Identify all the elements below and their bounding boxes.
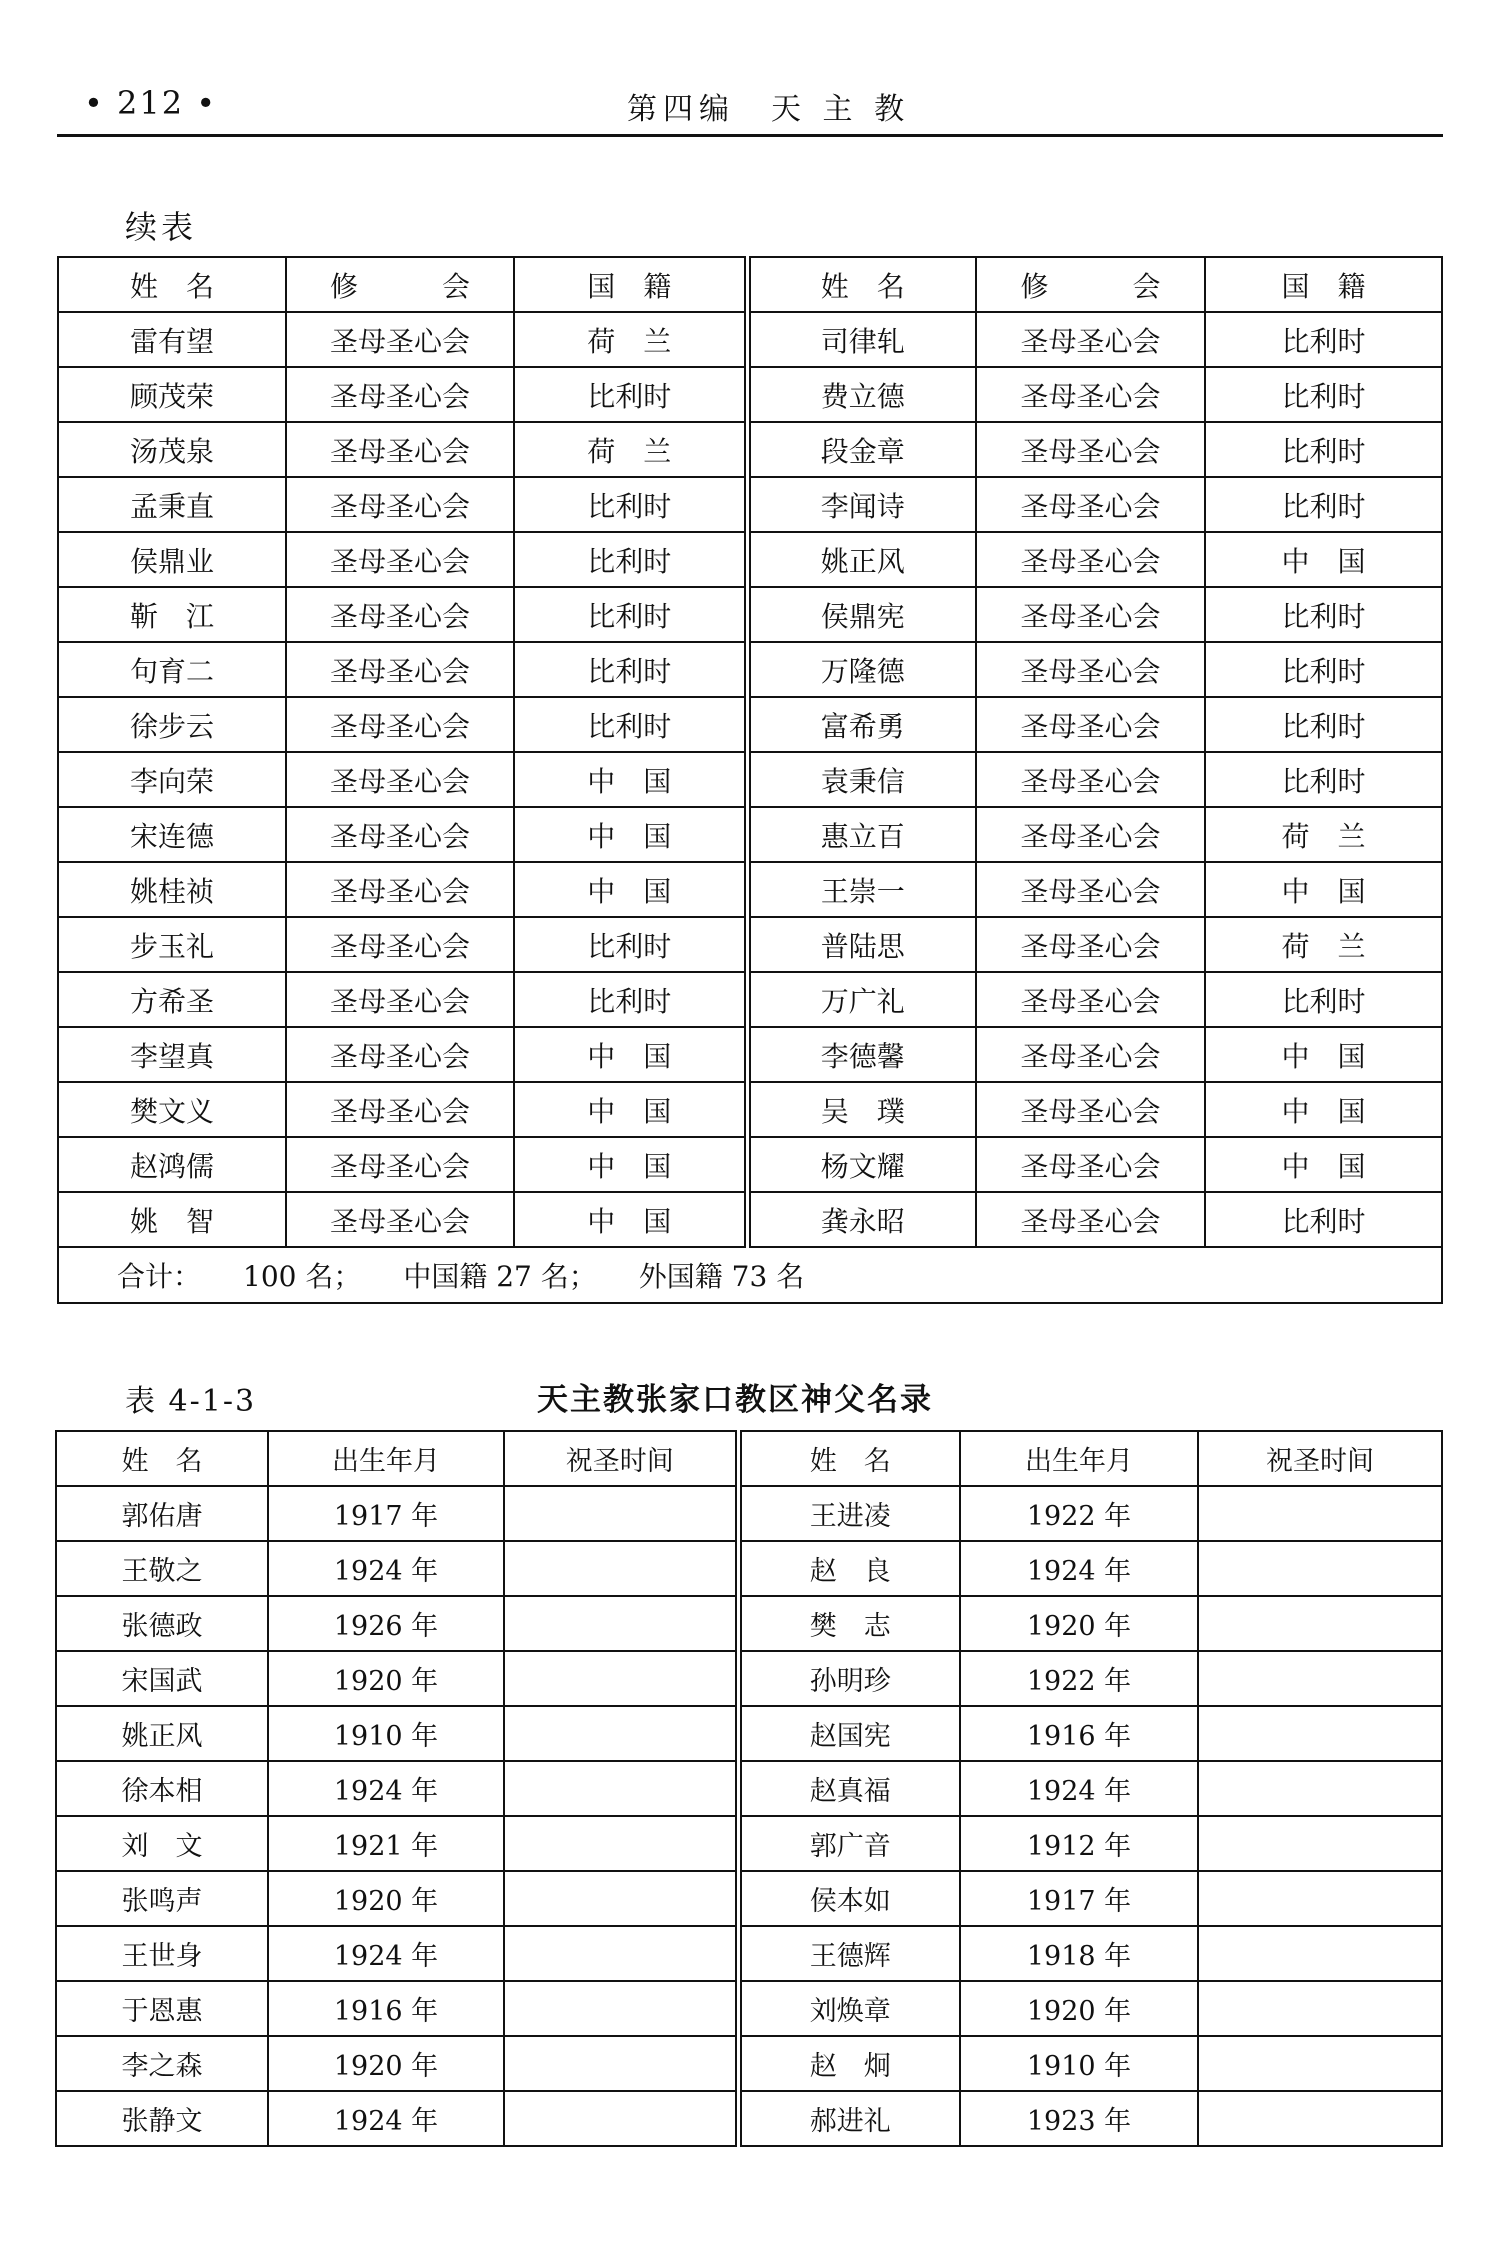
table-cell bbox=[504, 1981, 738, 2036]
table-cell: 圣母圣心会 bbox=[976, 587, 1205, 642]
table-cell: 侯鼎宪 bbox=[747, 587, 976, 642]
table-cell: 圣母圣心会 bbox=[976, 367, 1205, 422]
table-cell: 圣母圣心会 bbox=[286, 807, 514, 862]
table-cell: 方希圣 bbox=[58, 972, 286, 1027]
table-cell bbox=[504, 1926, 738, 1981]
table-cell: 比利时 bbox=[514, 587, 747, 642]
table-cell: 1923 年 bbox=[960, 2091, 1198, 2146]
table-cell: 樊文义 bbox=[58, 1082, 286, 1137]
table-cell: 侯鼎业 bbox=[58, 532, 286, 587]
table-cell: 李闻诗 bbox=[747, 477, 976, 532]
table-cell: 1920 年 bbox=[960, 1596, 1198, 1651]
table-cell: 荷 兰 bbox=[1205, 917, 1442, 972]
table-cell bbox=[504, 1541, 738, 1596]
table-cell: 孟秉直 bbox=[58, 477, 286, 532]
table-row bbox=[58, 1027, 1442, 1082]
table-row bbox=[56, 1981, 1442, 2036]
table-cell: 中 国 bbox=[1205, 1027, 1442, 1082]
table-cell: 刘焕章 bbox=[738, 1981, 960, 2036]
table-cell: 徐步云 bbox=[58, 697, 286, 752]
table-cell: 比利时 bbox=[1205, 367, 1442, 422]
column-header: 姓 名 bbox=[58, 257, 286, 312]
column-header: 姓 名 bbox=[747, 257, 976, 312]
table-row bbox=[56, 1816, 1442, 1871]
table-row bbox=[56, 1871, 1442, 1926]
table-header-row bbox=[56, 1431, 1442, 1486]
table-cell: 荷 兰 bbox=[514, 312, 747, 367]
table-row bbox=[58, 1082, 1442, 1137]
table-cell: 袁秉信 bbox=[747, 752, 976, 807]
table-cell bbox=[504, 1596, 738, 1651]
table-cell: 1922 年 bbox=[960, 1486, 1198, 1541]
table-cell: 万广礼 bbox=[747, 972, 976, 1027]
table-cell: 圣母圣心会 bbox=[286, 587, 514, 642]
table-cell: 郭佑唐 bbox=[56, 1486, 268, 1541]
table-cell: 中 国 bbox=[514, 1027, 747, 1082]
column-header: 姓 名 bbox=[56, 1431, 268, 1486]
table-cell: 圣母圣心会 bbox=[286, 477, 514, 532]
column-header: 祝圣时间 bbox=[1198, 1431, 1442, 1486]
table-cell: 1920 年 bbox=[268, 2036, 504, 2091]
table-cell: 中 国 bbox=[1205, 862, 1442, 917]
table-cell: 比利时 bbox=[1205, 752, 1442, 807]
table-cell: 圣母圣心会 bbox=[286, 697, 514, 752]
table-cell: 赵 炯 bbox=[738, 2036, 960, 2091]
table-cell bbox=[1198, 1706, 1442, 1761]
total-summary: 合计： 100 名； 中国籍 27 名； 外国籍 73 名 bbox=[58, 1247, 1442, 1303]
table-cell: 1918 年 bbox=[960, 1926, 1198, 1981]
table-row bbox=[56, 1926, 1442, 1981]
page-number: • 212 • bbox=[84, 84, 218, 122]
column-header: 修 会 bbox=[976, 257, 1205, 312]
table-cell: 宋国武 bbox=[56, 1651, 268, 1706]
table-cell: 1922 年 bbox=[960, 1651, 1198, 1706]
table-cell: 宋连德 bbox=[58, 807, 286, 862]
table-row bbox=[58, 477, 1442, 532]
table-cell: 圣母圣心会 bbox=[286, 752, 514, 807]
table-cell: 中 国 bbox=[514, 1082, 747, 1137]
table-row bbox=[58, 862, 1442, 917]
table-title: 天主教张家口教区神父名录 bbox=[537, 1382, 933, 1418]
header-rule bbox=[57, 134, 1443, 137]
table-cell: 郝进礼 bbox=[738, 2091, 960, 2146]
table-row bbox=[58, 642, 1442, 697]
column-header: 国 籍 bbox=[514, 257, 747, 312]
table-cell: 比利时 bbox=[1205, 642, 1442, 697]
table-cell: 樊 志 bbox=[738, 1596, 960, 1651]
table-cell: 比利时 bbox=[1205, 312, 1442, 367]
table-cell: 1924 年 bbox=[268, 2091, 504, 2146]
table-cell: 圣母圣心会 bbox=[976, 477, 1205, 532]
running-title: 第四编 天 主 教 bbox=[627, 92, 911, 127]
table-cell: 王世身 bbox=[56, 1926, 268, 1981]
table-cell: 荷 兰 bbox=[1205, 807, 1442, 862]
table-cell: 比利时 bbox=[1205, 1192, 1442, 1247]
column-header: 修 会 bbox=[286, 257, 514, 312]
table-cell: 1917 年 bbox=[268, 1486, 504, 1541]
table-cell: 圣母圣心会 bbox=[976, 422, 1205, 477]
table-cell bbox=[504, 1871, 738, 1926]
table-cell: 徐本相 bbox=[56, 1761, 268, 1816]
table-cell: 姚正风 bbox=[747, 532, 976, 587]
column-header: 姓 名 bbox=[738, 1431, 960, 1486]
table-cell: 杨文耀 bbox=[747, 1137, 976, 1192]
table-cell bbox=[1198, 2091, 1442, 2146]
table-cell: 万隆德 bbox=[747, 642, 976, 697]
table-cell: 普陆思 bbox=[747, 917, 976, 972]
table-cell: 张德政 bbox=[56, 1596, 268, 1651]
table-cell: 圣母圣心会 bbox=[286, 367, 514, 422]
table-cell: 圣母圣心会 bbox=[976, 862, 1205, 917]
column-header: 国 籍 bbox=[1205, 257, 1442, 312]
table-cell: 吴 璞 bbox=[747, 1082, 976, 1137]
table-cell: 1920 年 bbox=[268, 1871, 504, 1926]
table-cell: 比利时 bbox=[514, 972, 747, 1027]
table-cell bbox=[1198, 1651, 1442, 1706]
table-cell: 中 国 bbox=[1205, 1137, 1442, 1192]
table-cell bbox=[1198, 1981, 1442, 2036]
table-cell: 圣母圣心会 bbox=[976, 1027, 1205, 1082]
table-cell: 比利时 bbox=[1205, 697, 1442, 752]
table-cell: 比利时 bbox=[514, 917, 747, 972]
table-cell: 汤茂泉 bbox=[58, 422, 286, 477]
table-row bbox=[56, 1541, 1442, 1596]
table-cell: 圣母圣心会 bbox=[286, 1192, 514, 1247]
table-cell bbox=[504, 2091, 738, 2146]
table-cell: 圣母圣心会 bbox=[286, 1082, 514, 1137]
table-cell: 比利时 bbox=[1205, 477, 1442, 532]
table-cell: 1910 年 bbox=[268, 1706, 504, 1761]
priest-roster-table bbox=[55, 1430, 1443, 2147]
table-cell: 中 国 bbox=[514, 807, 747, 862]
table-cell: 圣母圣心会 bbox=[976, 697, 1205, 752]
table-cell: 圣母圣心会 bbox=[976, 1192, 1205, 1247]
table-cell bbox=[1198, 2036, 1442, 2091]
table-cell: 李之森 bbox=[56, 2036, 268, 2091]
table-cell: 王敬之 bbox=[56, 1541, 268, 1596]
table-cell: 圣母圣心会 bbox=[976, 807, 1205, 862]
table-cell: 圣母圣心会 bbox=[286, 972, 514, 1027]
table-cell bbox=[1198, 1596, 1442, 1651]
table-cell: 1916 年 bbox=[960, 1706, 1198, 1761]
table-cell bbox=[1198, 1541, 1442, 1596]
table-cell: 中 国 bbox=[1205, 1082, 1442, 1137]
table-cell: 赵国宪 bbox=[738, 1706, 960, 1761]
table-cell: 圣母圣心会 bbox=[976, 1082, 1205, 1137]
table-cell: 张静文 bbox=[56, 2091, 268, 2146]
table-cell: 圣母圣心会 bbox=[976, 972, 1205, 1027]
table-row bbox=[58, 917, 1442, 972]
table-row bbox=[56, 1761, 1442, 1816]
table-cell bbox=[504, 2036, 738, 2091]
table-number: 表 4-1-3 bbox=[125, 1384, 257, 1419]
column-header: 出生年月 bbox=[960, 1431, 1198, 1486]
table-cell bbox=[504, 1706, 738, 1761]
column-header: 出生年月 bbox=[268, 1431, 504, 1486]
table-row bbox=[58, 1137, 1442, 1192]
table-cell bbox=[504, 1651, 738, 1706]
table-cell: 中 国 bbox=[514, 862, 747, 917]
table-cell: 比利时 bbox=[514, 697, 747, 752]
table-row bbox=[58, 1192, 1442, 1247]
table-cell: 1924 年 bbox=[268, 1541, 504, 1596]
table-cell: 孙明珍 bbox=[738, 1651, 960, 1706]
table-cell: 段金章 bbox=[747, 422, 976, 477]
table-cell: 比利时 bbox=[514, 477, 747, 532]
table-cell: 王进凌 bbox=[738, 1486, 960, 1541]
table-cell: 姚 智 bbox=[58, 1192, 286, 1247]
table-cell: 1917 年 bbox=[960, 1871, 1198, 1926]
table-cell: 比利时 bbox=[1205, 587, 1442, 642]
table-row bbox=[58, 972, 1442, 1027]
table-cell: 圣母圣心会 bbox=[976, 1137, 1205, 1192]
table-continued-label: 续表 bbox=[125, 208, 198, 246]
table-cell bbox=[1198, 1926, 1442, 1981]
table-cell: 荷 兰 bbox=[514, 422, 747, 477]
table-cell: 1924 年 bbox=[960, 1761, 1198, 1816]
table-cell: 姚桂祯 bbox=[58, 862, 286, 917]
table-cell: 比利时 bbox=[514, 367, 747, 422]
table-cell: 1924 年 bbox=[960, 1541, 1198, 1596]
table-cell: 句育二 bbox=[58, 642, 286, 697]
table-cell: 步玉礼 bbox=[58, 917, 286, 972]
table-cell: 比利时 bbox=[1205, 972, 1442, 1027]
table-cell: 张鸣声 bbox=[56, 1871, 268, 1926]
table-row bbox=[58, 697, 1442, 752]
table-cell: 圣母圣心会 bbox=[976, 532, 1205, 587]
table-cell: 于恩惠 bbox=[56, 1981, 268, 2036]
table-cell: 李望真 bbox=[58, 1027, 286, 1082]
table-row bbox=[56, 1651, 1442, 1706]
table-cell: 侯本如 bbox=[738, 1871, 960, 1926]
total-row bbox=[58, 1247, 1442, 1303]
table-cell bbox=[504, 1761, 738, 1816]
table-cell: 中 国 bbox=[514, 752, 747, 807]
table-cell: 圣母圣心会 bbox=[286, 642, 514, 697]
table-cell: 比利时 bbox=[514, 642, 747, 697]
table-cell: 1926 年 bbox=[268, 1596, 504, 1651]
table-cell bbox=[1198, 1486, 1442, 1541]
table-cell: 中 国 bbox=[514, 1137, 747, 1192]
table-cell: 圣母圣心会 bbox=[976, 312, 1205, 367]
table-row bbox=[58, 807, 1442, 862]
table-cell: 1910 年 bbox=[960, 2036, 1198, 2091]
table-cell: 赵真福 bbox=[738, 1761, 960, 1816]
table-cell: 1921 年 bbox=[268, 1816, 504, 1871]
table-row bbox=[56, 2091, 1442, 2146]
page-header bbox=[57, 80, 1443, 132]
table-cell: 圣母圣心会 bbox=[286, 917, 514, 972]
table-cell: 圣母圣心会 bbox=[286, 1137, 514, 1192]
table-row bbox=[58, 312, 1442, 367]
table-cell: 郭广音 bbox=[738, 1816, 960, 1871]
table-cell: 比利时 bbox=[1205, 422, 1442, 477]
table-cell: 王崇一 bbox=[747, 862, 976, 917]
table-cell: 赵鸿儒 bbox=[58, 1137, 286, 1192]
table-cell: 顾茂荣 bbox=[58, 367, 286, 422]
table-cell bbox=[504, 1816, 738, 1871]
table-row bbox=[56, 1706, 1442, 1761]
table-cell: 靳 江 bbox=[58, 587, 286, 642]
table-cell: 费立德 bbox=[747, 367, 976, 422]
table-cell: 李德馨 bbox=[747, 1027, 976, 1082]
table-row bbox=[58, 367, 1442, 422]
table-cell: 圣母圣心会 bbox=[976, 917, 1205, 972]
column-header: 祝圣时间 bbox=[504, 1431, 738, 1486]
table-cell: 1920 年 bbox=[960, 1981, 1198, 2036]
table-row bbox=[58, 532, 1442, 587]
table-cell bbox=[504, 1486, 738, 1541]
table-cell: 圣母圣心会 bbox=[976, 752, 1205, 807]
table-row bbox=[58, 587, 1442, 642]
table-cell: 司律轧 bbox=[747, 312, 976, 367]
table-row bbox=[58, 752, 1442, 807]
table-row bbox=[56, 1486, 1442, 1541]
table-cell: 比利时 bbox=[514, 532, 747, 587]
table-cell bbox=[1198, 1816, 1442, 1871]
table-row bbox=[56, 2036, 1442, 2091]
table-cell: 1912 年 bbox=[960, 1816, 1198, 1871]
table-cell: 圣母圣心会 bbox=[976, 642, 1205, 697]
table-cell: 龚永昭 bbox=[747, 1192, 976, 1247]
table-cell: 中 国 bbox=[1205, 532, 1442, 587]
table-cell: 1916 年 bbox=[268, 1981, 504, 2036]
table-cell: 惠立百 bbox=[747, 807, 976, 862]
table-row bbox=[56, 1596, 1442, 1651]
table-cell: 雷有望 bbox=[58, 312, 286, 367]
table-cell bbox=[1198, 1761, 1442, 1816]
table-cell: 圣母圣心会 bbox=[286, 1027, 514, 1082]
table-cell: 赵 良 bbox=[738, 1541, 960, 1596]
table-header-row bbox=[58, 257, 1442, 312]
table-cell: 1924 年 bbox=[268, 1761, 504, 1816]
table-cell: 圣母圣心会 bbox=[286, 862, 514, 917]
table-row bbox=[58, 422, 1442, 477]
table-cell: 姚正风 bbox=[56, 1706, 268, 1761]
table-cell: 1920 年 bbox=[268, 1651, 504, 1706]
table-cell: 1924 年 bbox=[268, 1926, 504, 1981]
table-cell: 王德辉 bbox=[738, 1926, 960, 1981]
table-cell: 李向荣 bbox=[58, 752, 286, 807]
table-cell: 圣母圣心会 bbox=[286, 532, 514, 587]
table-cell: 刘 文 bbox=[56, 1816, 268, 1871]
table-cell: 圣母圣心会 bbox=[286, 312, 514, 367]
religious-order-table bbox=[57, 256, 1443, 1304]
table-cell: 中 国 bbox=[514, 1192, 747, 1247]
table-cell bbox=[1198, 1871, 1442, 1926]
table-cell: 富希勇 bbox=[747, 697, 976, 752]
table-cell: 圣母圣心会 bbox=[286, 422, 514, 477]
